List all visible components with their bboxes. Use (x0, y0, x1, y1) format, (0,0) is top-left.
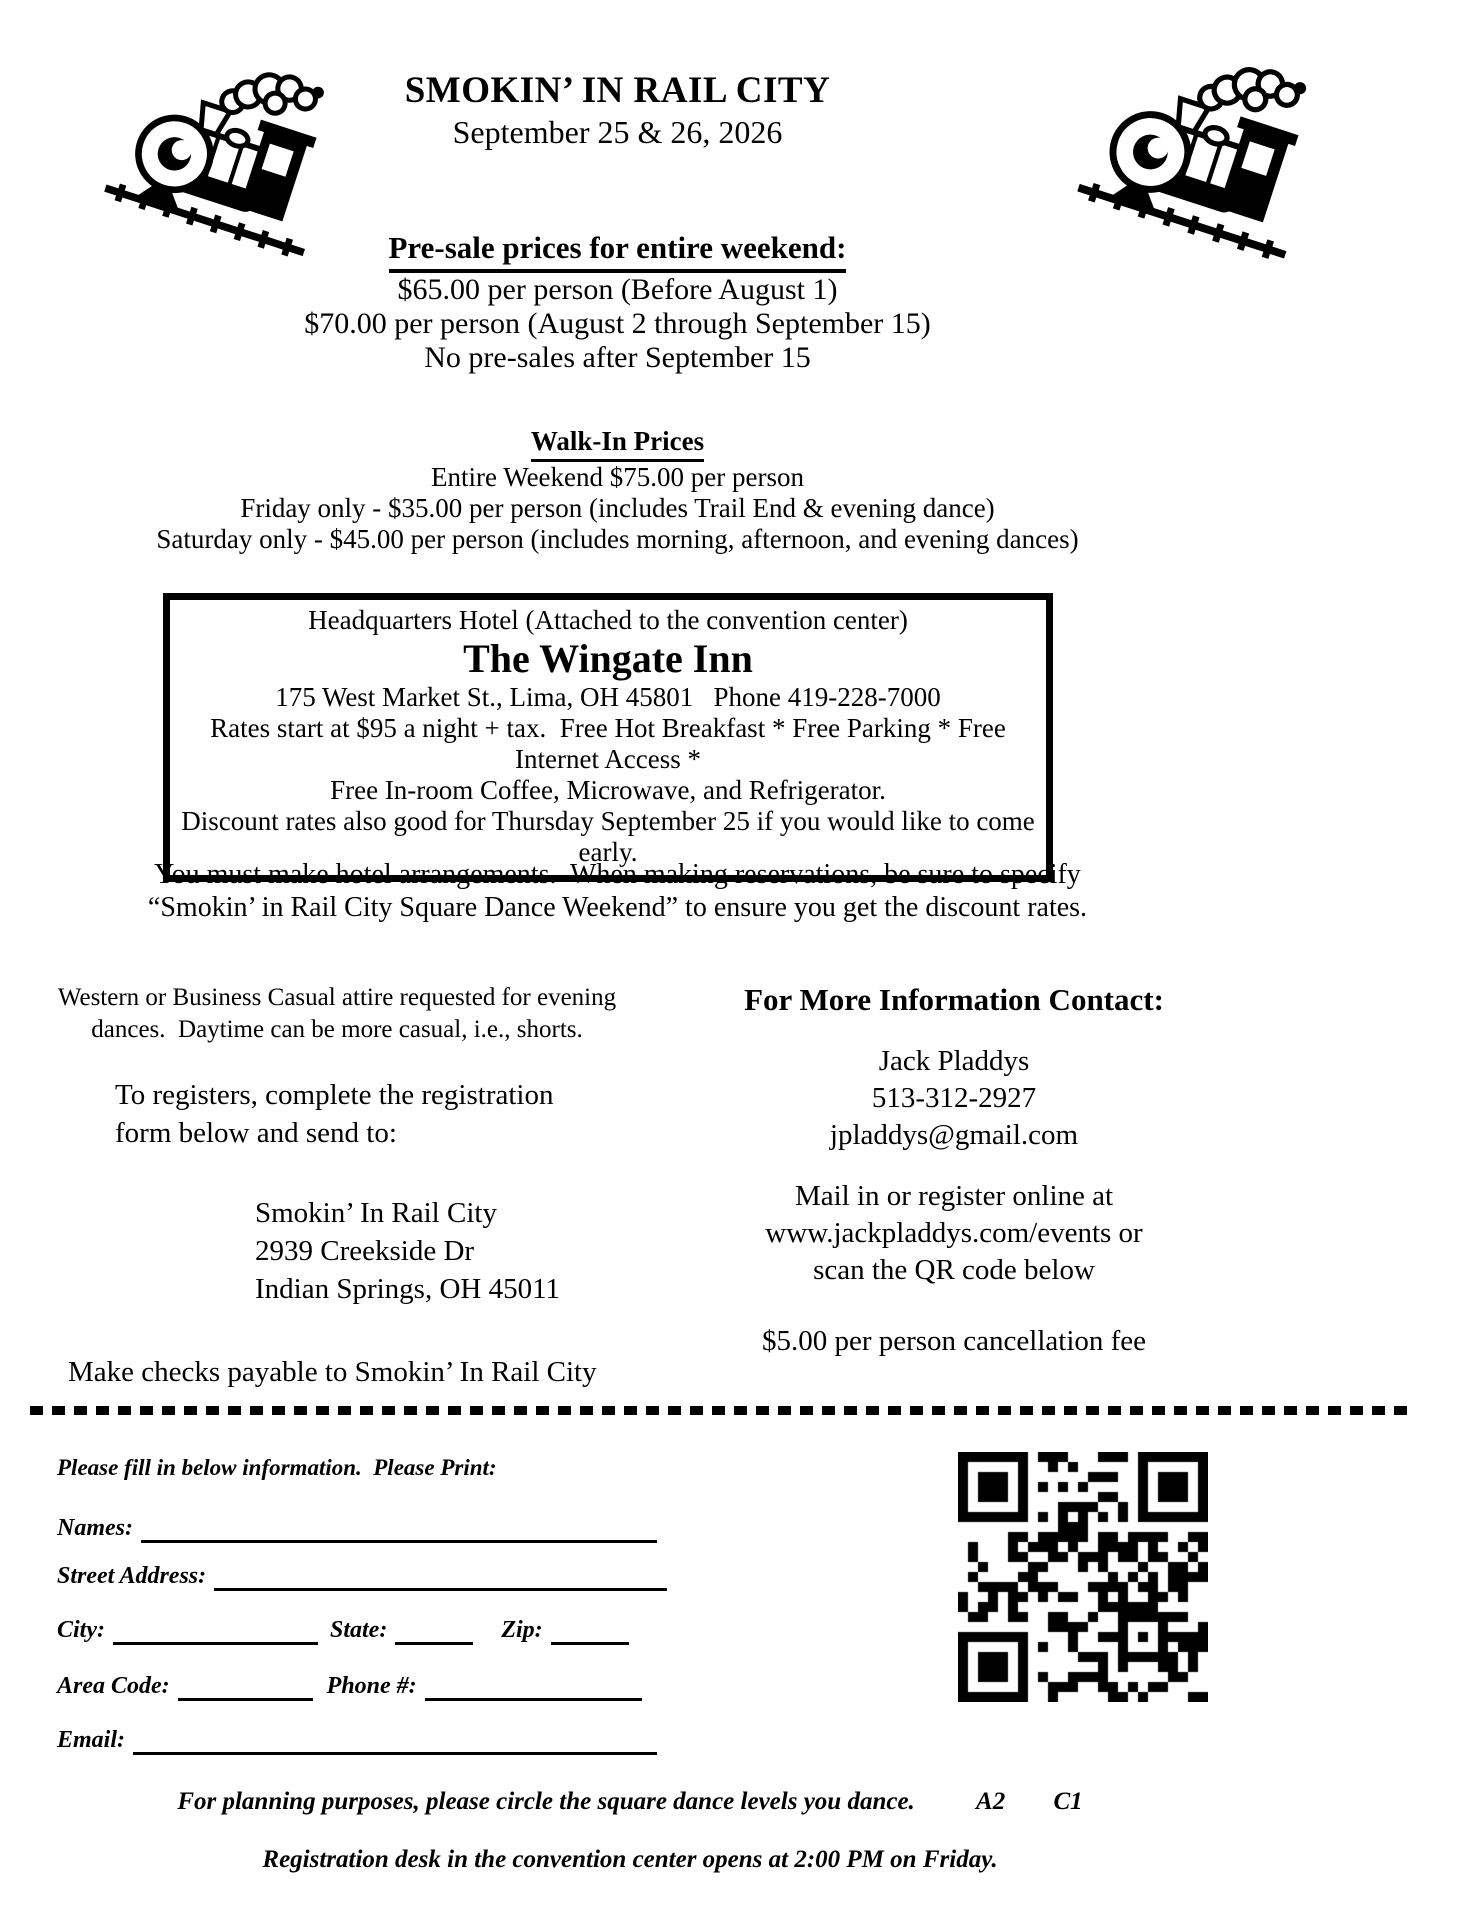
walkin-saturday-price: Saturday only - $45.00 per person (includes morning, afternoon, and evening dances) (156, 524, 1079, 554)
presale-section (60, 228, 1175, 375)
hotel-address-phone: 175 West Market St., Lima, OH 45801 Phone 419-228-7000 (275, 682, 941, 712)
registration-desk-note: Registration desk in the convention center opens at 2:00 PM on Friday. (262, 1846, 998, 1873)
event-date: September 25 & 26, 2026 (452, 114, 783, 150)
event-title: SMOKIN’ IN RAIL CITY (404, 70, 831, 111)
level-c1: C1 (1053, 1788, 1083, 1815)
hotel-amenities-line: Free In-room Coffee, Microwave, and Refrigerator. (330, 775, 886, 805)
presale-price-aug2-sep15: $70.00 per person (August 2 through September 15) (304, 307, 931, 340)
contact-name: Jack Pladdys (878, 1045, 1030, 1077)
state-label: State: (330, 1617, 388, 1643)
levels-note-text: For planning purposes, please circle the square dance levels you dance. (177, 1788, 915, 1815)
walkin-section (60, 424, 1175, 555)
qr-code-image (958, 1452, 1208, 1702)
zip-label: Zip: (501, 1617, 543, 1643)
contact-details (688, 1043, 1220, 1154)
city-input-line[interactable] (113, 1614, 318, 1645)
contact-section (688, 982, 1220, 1359)
state-input-line[interactable] (395, 1614, 473, 1645)
phone-label: Phone #: (326, 1673, 417, 1699)
street-address-label: Street Address: (57, 1563, 207, 1589)
form-row-phone (57, 1670, 642, 1701)
mailing-address: Smokin’ In Rail City 2939 Creekside Dr Indian Springs, OH 45011 (255, 1197, 561, 1305)
email-input-line[interactable] (133, 1724, 657, 1755)
names-input-line[interactable] (141, 1512, 657, 1543)
street-address-input-line[interactable] (214, 1560, 667, 1591)
registration-instructions: To registers, complete the registration form below and send to: (115, 1079, 554, 1149)
header (60, 70, 1175, 152)
contact-heading: For More Information Contact: (744, 982, 1164, 1017)
cancellation-fee-note: $5.00 per person cancellation fee (761, 1325, 1147, 1357)
city-label: City: (57, 1617, 105, 1643)
form-row-email (57, 1724, 657, 1755)
contact-phone: 513-312-2927 (871, 1082, 1037, 1114)
hotel-discount-note: Discount rates also good for Thursday September 25 if you would like to come early. (181, 806, 1042, 867)
presale-heading: Pre-sale prices for entire weekend: (60, 228, 1175, 273)
area-code-label: Area Code: (57, 1673, 170, 1699)
hotel-arrangements-note: You must make hotel arrangements. When making reservations, be sure to specify “Smokin’ in Rail City Square Dance Weekend” to ensure you get the discount rates. (147, 859, 1088, 923)
phone-input-line[interactable] (425, 1670, 642, 1701)
form-instructions: Please fill in below information. Please Print: (57, 1455, 497, 1480)
hotel-rates-line: Rates start at $95 a night + tax. Free Hot Breakfast * Free Parking * Free Internet Access * (210, 713, 1013, 774)
area-code-input-line[interactable] (178, 1670, 313, 1701)
checks-payable-note: Make checks payable to Smokin’ In Rail City (68, 1356, 597, 1388)
attire-note: Western or Business Casual attire requested for evening dances. Daytime can be more casual, i.e., shorts. (57, 984, 617, 1043)
walkin-weekend-price: Entire Weekend $75.00 per person (431, 462, 804, 492)
zip-input-line[interactable] (551, 1614, 629, 1645)
form-row-city-state-zip (57, 1614, 629, 1645)
email-label: Email: (57, 1727, 126, 1753)
presale-cutoff-note: No pre-sales after September 15 (424, 341, 811, 374)
form-row-street (57, 1560, 667, 1591)
hotel-info-box (163, 593, 1053, 882)
walkin-heading: Walk-In Prices (60, 424, 1175, 462)
dashed-cut-line (30, 1406, 1408, 1415)
presale-price-before-aug1: $65.00 per person (Before August 1) (397, 273, 838, 306)
qr-code (958, 1452, 1208, 1702)
dance-levels-note (0, 1788, 1260, 1816)
register-online-note: Mail in or register online at www.jackpladdys.com/events or scan the QR code below (765, 1180, 1143, 1286)
contact-email: jpladdys@gmail.com (829, 1119, 1079, 1151)
names-label: Names: (57, 1515, 133, 1541)
level-a2: A2 (976, 1788, 1006, 1815)
hotel-name: The Wingate Inn (463, 636, 753, 681)
hotel-intro: Headquarters Hotel (Attached to the convention center) (308, 605, 908, 635)
form-row-names (57, 1512, 657, 1543)
walkin-friday-price: Friday only - $35.00 per person (includes Trail End & evening dance) (240, 493, 995, 523)
